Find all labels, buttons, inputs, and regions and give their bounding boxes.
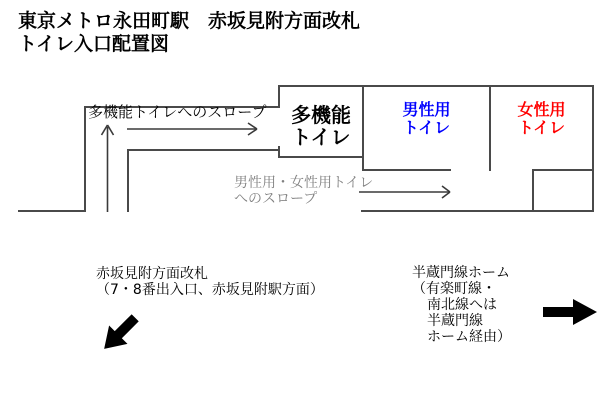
page-title-line2: トイレ入口配置図 <box>18 33 170 55</box>
multifunction-toilet-label-line1: 多機能 <box>291 103 351 127</box>
platform-direction-line5: ホーム経由） <box>427 329 511 345</box>
mens-womens-slope-label-line2: へのスロープ <box>234 191 318 207</box>
womens-toilet-label <box>490 101 593 137</box>
page-title-line1: 東京メトロ永田町駅 赤坂見附方面改札 <box>18 10 361 32</box>
gate-direction-note <box>96 266 324 298</box>
wall-left-vertical <box>84 106 86 212</box>
thick-arrow-down-left-icon <box>96 319 142 349</box>
multifunction-toilet-label-line2: トイレ <box>291 125 351 149</box>
mens-womens-slope-label-line1: 男性用・女性用トイレ <box>234 175 374 191</box>
thick-arrow-right-icon <box>543 297 597 327</box>
platform-direction-line3: 南北線へは <box>427 297 497 313</box>
wall-bottom-left <box>18 210 86 212</box>
multifunction-toilet-label <box>278 104 364 148</box>
wall-step-top <box>532 169 594 171</box>
platform-direction-line4: 半蔵門線 <box>427 313 483 329</box>
wall-step-left <box>532 169 534 212</box>
platform-direction-note <box>412 265 511 345</box>
mens-womens-slope-label <box>234 175 373 207</box>
page-title <box>18 10 360 56</box>
mens-toilet-label-line2: トイレ <box>402 118 451 137</box>
womens-toilet-label-line1: 女性用 <box>517 100 566 119</box>
platform-direction-line2: （有楽町線・ <box>412 281 496 297</box>
wall-mens-bottom <box>362 169 451 171</box>
up-arrow-icon <box>100 122 116 214</box>
gate-direction-line2: （7・8番出入口、赤坂見附駅方面） <box>96 282 324 298</box>
wall-top <box>278 85 594 87</box>
right-arrow-icon <box>358 185 453 199</box>
platform-direction-line1: 半蔵門線ホーム <box>412 265 510 281</box>
wall-corridor-bottom <box>127 149 280 151</box>
gate-direction-line1: 赤坂見附方面改札 <box>96 266 208 282</box>
womens-toilet-label-line2: トイレ <box>517 118 566 137</box>
wall-inner-vertical <box>127 149 129 212</box>
right-arrow-icon <box>126 122 260 136</box>
wall-bottom <box>361 210 594 212</box>
wall-multifunction-bottom <box>278 156 364 158</box>
mens-toilet-label-line1: 男性用 <box>402 100 451 119</box>
multifunction-slope-label: 多機能トイレへのスロープ <box>88 103 267 121</box>
mens-toilet-label <box>363 101 490 137</box>
